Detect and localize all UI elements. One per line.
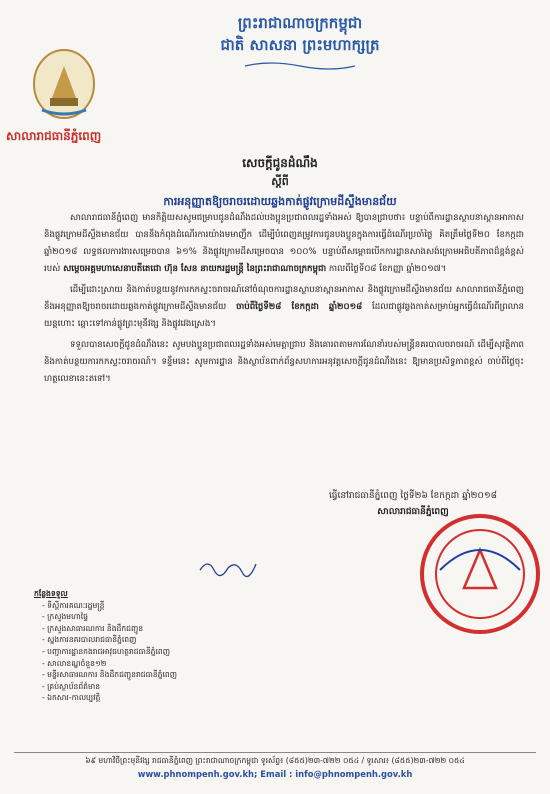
- list-item: - ក្រសួងសាធារណការ និងដឹកជញ្ជូន: [42, 623, 284, 635]
- national-motto: ជាតិ សាសនា ព្រះមហាក្សត្រ: [220, 36, 380, 54]
- paragraph-2: [44, 282, 524, 333]
- initials-scribble-icon: [198, 556, 258, 578]
- paragraph-1-tail: កាលពីថ្ងៃទី០៨ ខែកញ្ញា ឆ្នាំ២០១៧។: [328, 264, 447, 274]
- signer-title: សាលារាជធានីភ្នំពេញ: [377, 507, 449, 517]
- header: [160, 12, 440, 78]
- list-item: - ស្នងការនគរបាលរាជធានីភ្នំពេញ: [42, 634, 284, 646]
- signature-date: ធ្វើនៅរាជធានីភ្នំពេញ ថ្ងៃទី២៦ ខែកក្កដា ឆ្នាំ២០១៨: [328, 491, 498, 501]
- motto-ornament: [240, 60, 360, 72]
- paragraph-2-text: ដើម្បីដោះស្រាយ និងកាត់បន្ថយនូវការកកស្ទះចរាចរណ៍នៅចំណុចការដ្ឋានស្ថាបនាស្ពានអាកាស និងផ្លូវក្រោមដីស្ទឹងមានជ័យ សាលារាជធានីភ្នំពេញ នឹងអនុញ្ញាតឱ្យចរាចរដោយឆ្លងកាត់ផ្លូវក្រោមដីស្ទឹងមានជ័យ: [44, 285, 524, 312]
- title-line-2: ស្តីពី: [271, 175, 289, 188]
- kingdom-name: ព្រះរាជាណាចក្រកម្ពុជា: [237, 14, 363, 32]
- list-item: - ក្រសួងមហាផ្ទៃ: [42, 611, 284, 623]
- municipality-emblem-icon: [28, 44, 100, 124]
- organization-name: សាលារាជធានីភ្នំពេញ: [6, 129, 102, 143]
- paragraph-1: [44, 210, 524, 278]
- official-stamp-icon: [416, 510, 544, 638]
- list-item: - ឯកសារ-កាលប្បវត្តិ: [42, 692, 284, 704]
- title-line-1: សេចក្តីជូនដំណឹង: [242, 156, 318, 170]
- paragraph-2-tail: ដែលជាផ្លូវឆ្លងកាត់សម្រាប់អ្នកធ្វើដំណើរពីព្រលានយន្តហោះ ឆ្ពោះទៅកាន់ផ្លូវព្រះមុនីវង្ស និងផ្លូវវេងស្រេង។: [44, 302, 525, 329]
- list-item: - គ្រប់ស្ថាប័នព័ត៌មាន: [42, 681, 284, 693]
- paragraph-1-highlight: សម្តេចអគ្គមហាសេនាបតីតេជោ ហ៊ុន សែន នាយករដ្ឋមន្ត្រី នៃព្រះរាជាណាចក្រកម្ពុជា: [63, 264, 327, 274]
- list-item: - មន្ទីរសាធារណការ និងដឹកជញ្ជូនរាជធានីភ្នំពេញ: [42, 669, 284, 681]
- list-item: - បញ្ជាការដ្ឋានកងរាជអាវុធហត្ថរាជធានីភ្នំពេញ: [42, 646, 284, 658]
- recipients-list: [34, 588, 284, 704]
- recipients-heading: កន្លែងទទួល: [34, 589, 68, 598]
- footer-web[interactable]: www.phnompenh.gov.kh; Email : info@phnompenh.gov.kh: [137, 769, 413, 779]
- document-title: [70, 155, 490, 211]
- paragraph-2-highlight: ចាប់ពីថ្ងៃទី២៨ ខែកក្កដា ឆ្នាំ២០១៨: [236, 302, 363, 312]
- paragraph-3: ទទួលបានសេចក្តីជូនដំណឹងនេះ សូមបងប្អូនប្រជាពលរដ្ឋទាំងអស់មេត្តាជ្រាប និងគោរពតាមការណែនាំរបស់មន្ត្រីនគរបាលចរាចរណ៍ ដើម្បីសុវត្ថិភាព និងកាត់បន្ថយការកកស្ទះចរាចរណ៍។ ទន្ទឹមនេះ សូមការដ្ឋាន និងស្ថាប័នពាក់ព័ន្ធសហការអនុវត្តសេចក្តីជូនដំណឹងនេះ ឱ្យមានប្រសិទ្ធភាពខ្ពស់ ចាប់ពីថ្ងៃចុះហត្ថលេខានេះតទៅ។: [44, 340, 524, 384]
- title-line-3: ការអនុញ្ញាតឱ្យចរាចរដោយឆ្លងកាត់ផ្លូវក្រោមដីស្ទឹងមានជ័យ: [163, 195, 397, 208]
- paragraph-1-text: សាលារាជធានីភ្នំពេញ មានកិត្តិយសសូមជម្រាបជូនដំណឹងដល់បងប្អូនប្រជាពលរដ្ឋទាំងអស់ ឱ្យបានជ្រាបថា៖ បន្ទាប់ពីការដ្ឋានស្ថាបនាស្ពានអាកាស និងផ្លូវក្រោមដីស្ទឹងមានជ័យ បាននឹងកំពុងដំណើរការយ៉ាងមមាញឹក ដើម្បីបំពេញតម្រូវការជូនបងប្អូនក្នុងការធ្វើដំណើរប្រចាំថ្ងៃ គិតត្រឹមថ្ងៃទី២០ ខែកក្កដា ឆ្នាំ២០១៨ លទ្ធផលការងារសម្រេចបាន ៦១% និងផ្លូវក្រោមដីសម្រេចបាន ១០០% បន្ទាប់ពីសម្ពោធបើកការដ្ឋានសាងសង់ក្រោមអធិបតីភាពដ៏ខ្ពង់ខ្ពស់របស់: [44, 213, 524, 274]
- footer-address: ៦៩ មហាវិថីព្រះមុនីវង្ស រាជធានីភ្នំពេញ ព្រះរាជាណាចក្រកម្ពុជា ទូរស័ព្ទ៖ (៨៥៥)២៣-៧២២ ០៥៤ / ទូរសារ៖ (៨៥៥)២៣-៧២២ ០៥៤: [14, 752, 536, 767]
- list-item: - ទីស្តីការគណៈរដ្ឋមន្ត្រី: [42, 600, 284, 612]
- list-item: - សាលាខណ្ឌចំនួន១២: [42, 658, 284, 670]
- document-body: [44, 210, 524, 392]
- footer: [14, 752, 536, 779]
